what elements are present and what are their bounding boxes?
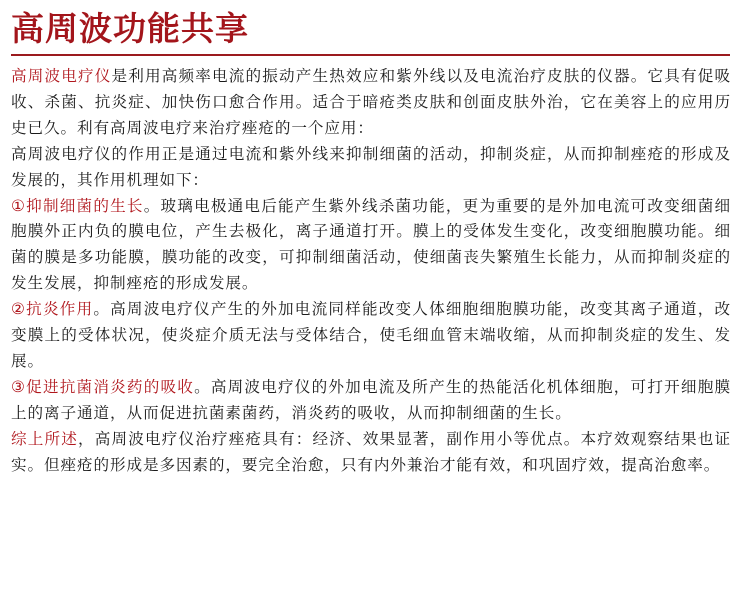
paragraph-point-2	[11, 297, 731, 375]
paragraph-lead: ③促进抗菌消炎药的吸收	[11, 377, 195, 396]
paragraph-text: 。高周波电疗仪的外加电流及所产生的热能活化机体细胞，可打开细胞膜上的离子通道，从而促进抗菌素菌药，消炎药的吸收，从而抑制细菌的生长。	[11, 377, 731, 422]
paragraph-text: 是利用高频率电流的振动产生热效应和紫外线以及电流治疗皮肤的仪器。它具有促吸收、杀菌、抗炎症、加快伤口愈合作用。适合于暗疮类皮肤和创面皮肤外治，它在美容上的应用历史已久。利有高周波电疗来治疗痤疮的一个应用：	[11, 67, 731, 137]
paragraph-intro	[11, 64, 731, 142]
paragraph-text: 。高周波电疗仪产生的外加电流同样能改变人体细胞细胞膜功能，改变其离子通道，改变膜上的受体状况，使炎症介质无法与受体结合，使毛细血管末端收缩，从而抑制炎症的发生、发展。	[11, 300, 731, 370]
paragraph-text: 。玻璃电极通电后能产生紫外线杀菌功能，更为重要的是外加电流可改变细菌细胞膜外正内负的膜电位，产生去极化，离子通道打开。膜上的受体发生变化，改变细胞膜功能。细菌的膜是多功能膜，膜功能的改变，可抑制细菌活动，使细菌丧失繁殖生长能力，从而抑制炎症的发生发展，抑制痤疮的形成发展。	[11, 196, 731, 293]
paragraph-lead: 高周波电疗仪	[11, 67, 112, 85]
page-title: 高周波功能共享	[11, 9, 249, 48]
paragraph-point-1	[11, 194, 731, 298]
paragraph-lead: 综上所述	[11, 429, 78, 448]
article-body	[11, 64, 731, 479]
paragraph-text: ，高周波电疗仪治疗痤疮具有：经济、效果显著，副作用小等优点。本疗效观察结果也证实。但痤疮的形成是多因素的，要完全治愈，只有内外兼治才能有效，和巩固疗效，提高治愈率。	[11, 429, 731, 474]
title-divider	[11, 54, 730, 56]
paragraph-point-3	[11, 375, 731, 427]
paragraph-lead: ②抗炎作用	[11, 300, 94, 319]
paragraph-text: 高周波电疗仪的作用正是通过电流和紫外线来抑制细菌的活动，抑制炎症，从而抑制痤疮的形成及发展的，其作用机理如下：	[11, 144, 731, 189]
paragraph-lead: ①抑制细菌的生长	[11, 196, 144, 215]
paragraph-conclusion	[11, 427, 731, 479]
paragraph-mechanism	[11, 142, 731, 194]
